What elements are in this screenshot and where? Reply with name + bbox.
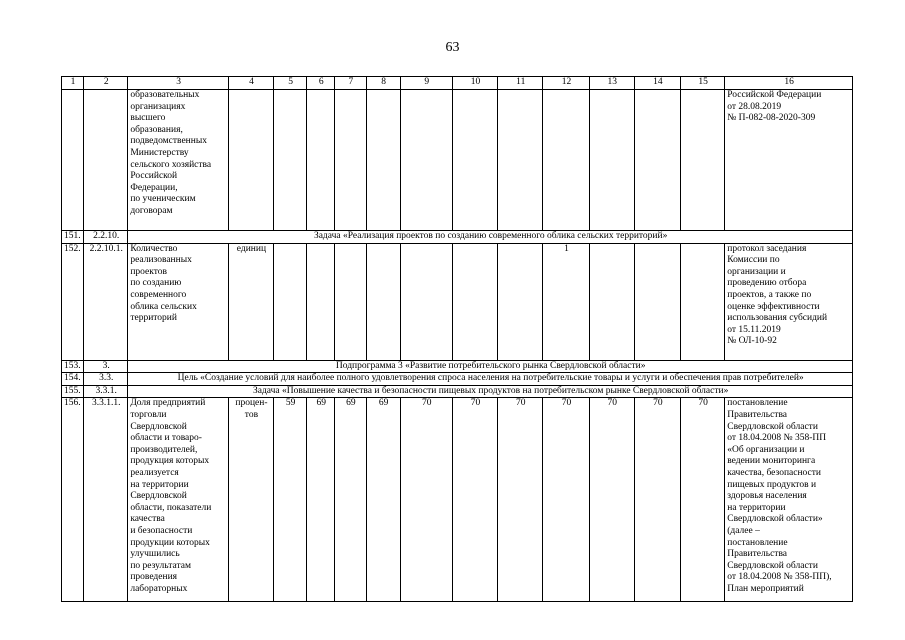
header-cell: 9 (400, 77, 452, 90)
header-cell: 12 (543, 77, 589, 90)
value-cell: 70 (589, 398, 634, 602)
header-cell: 14 (634, 77, 680, 90)
header-cell: 2 (84, 77, 128, 90)
header-cell: 8 (366, 77, 400, 90)
row-code: 3.3.1. (84, 385, 128, 398)
row-number: 151. (62, 231, 84, 244)
row-code: 3.3. (84, 373, 128, 386)
source-document: протокол заседания Комиссии по организации и проведению отбора проектов, а также по оценке эффективности использования субсидий от 15.11.2019 № ОЛ-10-92 (725, 243, 853, 360)
table-row (62, 231, 853, 244)
header-cell: 13 (589, 77, 634, 90)
header-cell: 6 (307, 77, 335, 90)
value-cell: 69 (335, 398, 366, 602)
header-cell: 3 (128, 77, 229, 90)
table-row (62, 360, 853, 373)
indicator-name: Доля предприятий торговли Свердловской области и товаро- производителей, продукция которых реализуется на территории Свердловской области, показатели качества и безопасности продукции которых улучшились по результатам проведения лабораторных (128, 398, 229, 602)
table-row (62, 398, 853, 602)
table-row (62, 373, 853, 386)
subprogram-title: Подпрограмма 3 «Развитие потребительского рынка Свердловской области» (128, 360, 853, 373)
value-cell: 69 (366, 398, 400, 602)
header-cell: 11 (498, 77, 543, 90)
table-row (62, 385, 853, 398)
indicator-name: образовательных организациях высшего образования, подведомственных Министерству сельского хозяйства Российской Федерации, по ученическим договорам (128, 90, 229, 231)
row-code: 2.2.10.1. (84, 243, 128, 360)
row-number: 153. (62, 360, 84, 373)
row-number: 155. (62, 385, 84, 398)
value-cell: 1 (543, 243, 589, 360)
indicator-table (61, 76, 853, 602)
row-code: 3.3.1.1. (84, 398, 128, 602)
value-cell: 70 (452, 398, 497, 602)
task-title: Задача «Реализация проектов по созданию современного облика сельских территорий» (128, 231, 853, 244)
header-cell: 10 (452, 77, 497, 90)
goal-title: Цель «Создание условий для наиболее полного удовлетворения спроса населения на потребительские товары и услуги и обеспечения прав потребителей» (128, 373, 853, 386)
value-cell: 70 (634, 398, 680, 602)
header-cell: 4 (228, 77, 273, 90)
unit: единиц (228, 243, 273, 360)
indicator-name: Количество реализованных проектов по созданию современного облика сельских территорий (128, 243, 229, 360)
header-cell: 15 (681, 77, 725, 90)
value-cell: 70 (681, 398, 725, 602)
value-cell: 70 (498, 398, 543, 602)
table-row (62, 243, 853, 360)
row-number: 154. (62, 373, 84, 386)
row-number: 152. (62, 243, 84, 360)
unit: процен- тов (228, 398, 273, 602)
row-number: 156. (62, 398, 84, 602)
header-cell: 1 (62, 77, 84, 90)
value-cell: 59 (274, 398, 307, 602)
table-row (62, 90, 853, 231)
row-code: 3. (84, 360, 128, 373)
header-cell: 7 (335, 77, 366, 90)
page-number: 63 (445, 40, 460, 55)
header-cell: 5 (274, 77, 307, 90)
source-document: Российской Федерации от 28.08.2019 № П-082-08-2020-309 (725, 90, 853, 231)
value-cell: 69 (307, 398, 335, 602)
value-cell: 70 (543, 398, 589, 602)
header-row (62, 77, 853, 90)
source-document: постановление Правительства Свердловской области от 18.04.2008 № 358-ПП «Об организации и ведении мониторинга качества, безопасности пищевых продуктов и здоровья населения на территории Свердловской области» (далее – постановление Правительства Свердловской области от 18.04.2008 № 358-ПП), План мероприятий (725, 398, 853, 602)
value-cell: 70 (400, 398, 452, 602)
row-code: 2.2.10. (84, 231, 128, 244)
header-cell: 16 (725, 77, 853, 90)
task-title: Задача «Повышение качества и безопасности пищевых продуктов на потребительском рынке Свердловской области» (128, 385, 853, 398)
